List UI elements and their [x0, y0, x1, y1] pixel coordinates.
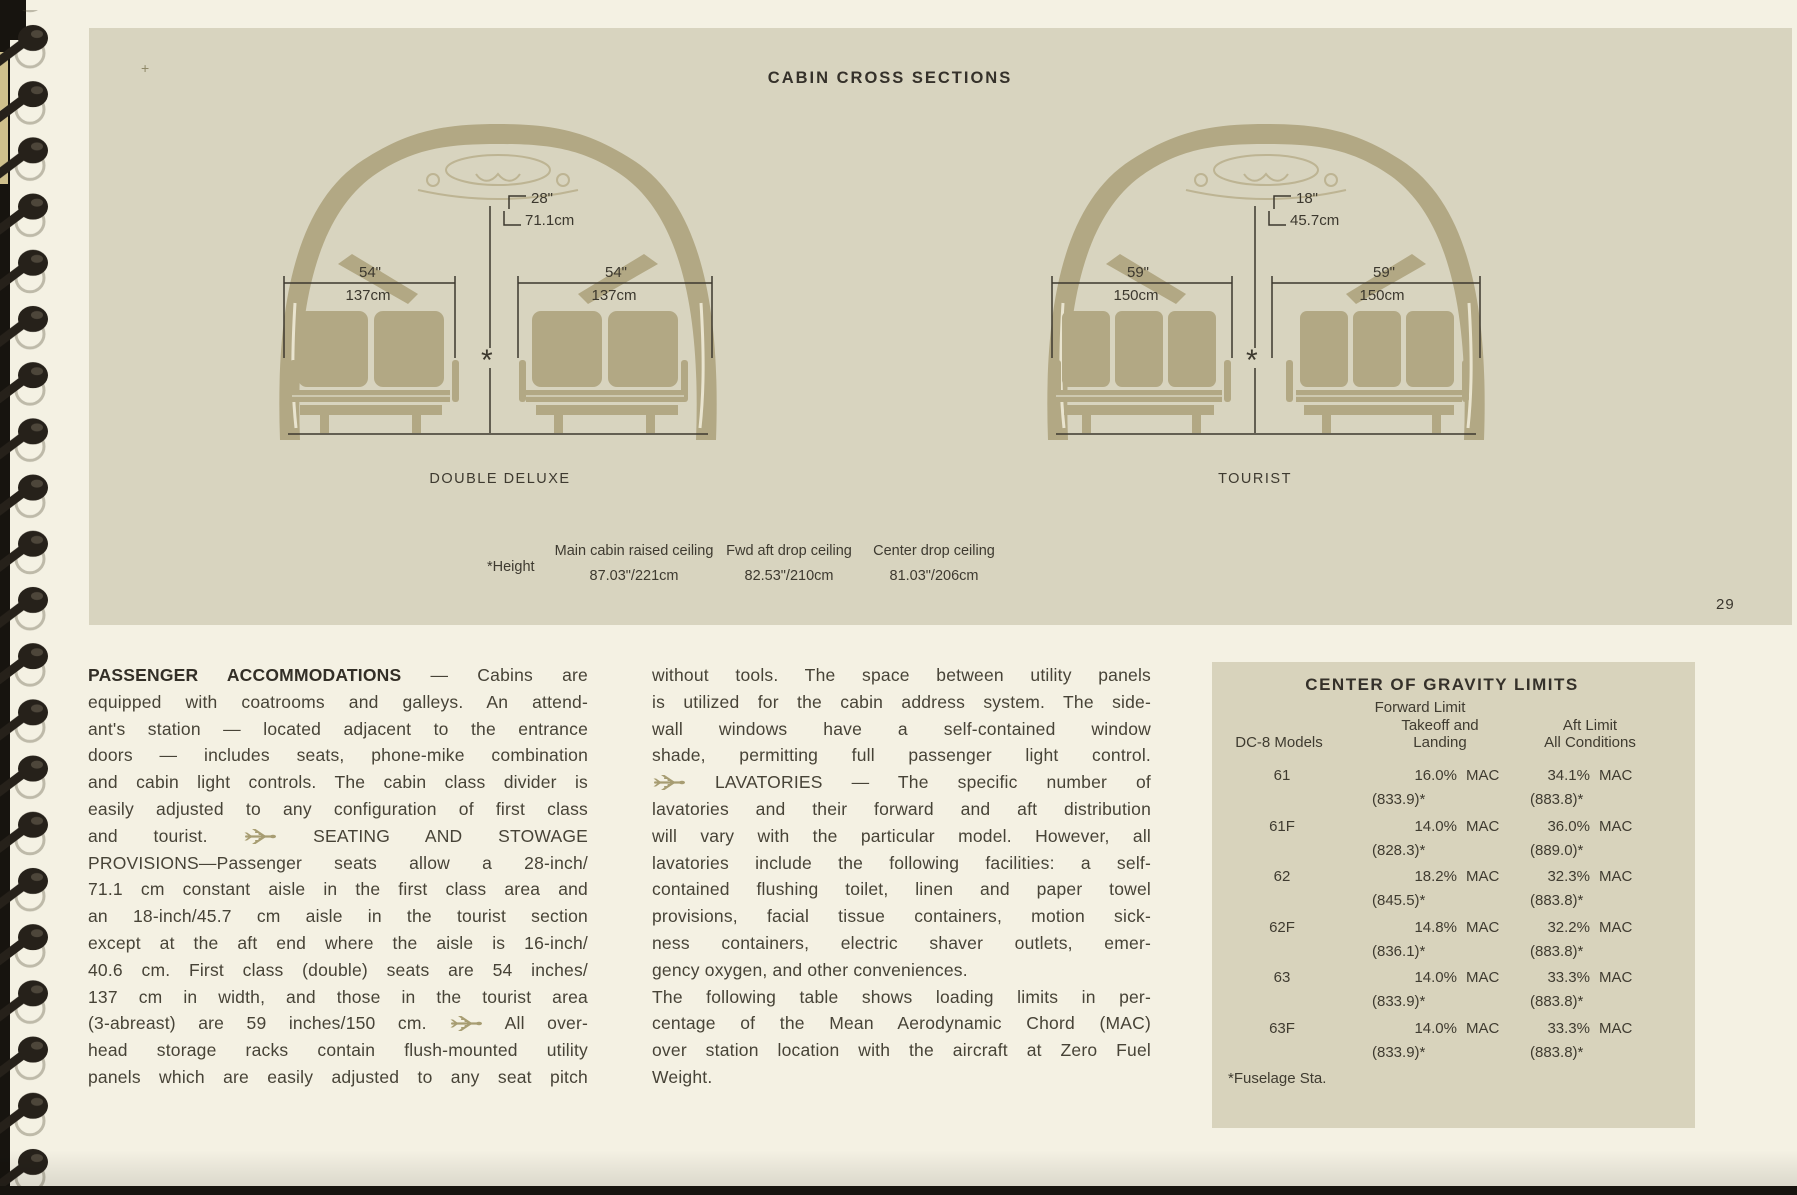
- seat-width-right-cm: 150cm: [1359, 287, 1405, 304]
- text-run: easily adjusted to any configuration of first class: [88, 798, 588, 819]
- ceiling-label: Fwd aft drop ceiling: [726, 543, 852, 559]
- spiral-binding: [0, 10, 64, 1190]
- text-line: [652, 876, 1151, 903]
- cog-header-landing: Landing: [1413, 734, 1467, 751]
- cog-model-cell: 63F: [1269, 1019, 1295, 1037]
- airplane-dingbat-icon: [243, 828, 277, 845]
- text-line: [88, 957, 588, 984]
- text-line: [88, 823, 588, 850]
- ceiling-label: Center drop ceiling: [873, 543, 995, 559]
- cog-footnote: *Fuselage Sta.: [1228, 1070, 1327, 1087]
- text-line: [652, 662, 1151, 689]
- cog-model-cell: 62: [1273, 868, 1291, 885]
- cog-header-forward-limit: Forward Limit: [1374, 699, 1466, 716]
- cog-forward-limit-cell: 18.2% MAC (845.5)*: [1372, 868, 1500, 909]
- text-run: without tools. The space between utility panels: [652, 665, 1151, 685]
- height-footnote: *Height: [487, 559, 535, 575]
- text-run: wall windows have a self-contained window: [652, 718, 1151, 739]
- text-run: All over-: [504, 1013, 588, 1034]
- aisle-width-in: 18": [1296, 190, 1319, 207]
- text-run: lavatories and their forward and aft distribution: [652, 798, 1151, 819]
- book-bottom-edge: [0, 1186, 1797, 1195]
- text-run: except at the aft end where the aisle is 16-inch/: [88, 932, 588, 953]
- ceiling-caption-main: [545, 543, 723, 584]
- cog-rows: [1212, 662, 1695, 1128]
- text-line: [88, 876, 588, 903]
- text-line: [88, 769, 588, 796]
- text-line: [88, 850, 588, 877]
- paragraph-lead: PASSENGER ACCOMMODATIONS: [88, 665, 402, 685]
- text-line: [652, 823, 1151, 850]
- seat-width-left-in: 59": [1126, 264, 1150, 281]
- text-line: [652, 984, 1151, 1011]
- text-run: shade, permitting full passenger light control.: [652, 745, 1151, 766]
- seat-width-right-cm: 137cm: [591, 287, 637, 304]
- text-line: [652, 957, 1151, 984]
- cog-header-models: DC-8 Models: [1235, 734, 1323, 751]
- text-line: [88, 796, 588, 823]
- aisle-width-cm: 71.1cm: [525, 212, 575, 229]
- cog-table-row: [1222, 1020, 1632, 1061]
- text-run: (3-abreast) are 59 inches/150 cm.: [88, 1013, 427, 1034]
- cog-table-row: [1222, 767, 1632, 808]
- text-line: [88, 1010, 588, 1037]
- cog-forward-limit-cell: 14.0% MAC (828.3)*: [1372, 817, 1500, 859]
- text-run: and cabin light controls. The cabin class divider is: [88, 772, 588, 793]
- cog-table-row: [1222, 818, 1632, 859]
- cog-forward-limit-cell: 14.8% MAC (836.1)*: [1372, 918, 1500, 960]
- text-line: [88, 984, 588, 1011]
- cog-header-all-conditions: All Conditions: [1544, 734, 1636, 751]
- text-run: panels which are easily adjusted to any seat pitch: [88, 1066, 588, 1087]
- text-run: gency oxygen, and other conveniences.: [652, 959, 968, 980]
- text-line: [652, 1064, 1151, 1091]
- page-bottom-shade: [0, 1150, 1797, 1186]
- ceiling-caption-center: [845, 543, 1023, 584]
- ceiling-value: 81.03"/206cm: [889, 568, 979, 584]
- text-run: — Cabins are: [430, 665, 588, 685]
- text-line: [652, 689, 1151, 716]
- text-run: PROVISIONS—Passenger seats allow a 28-inch/: [88, 852, 588, 873]
- text-run: an 18-inch/45.7 cm aisle in the tourist section: [88, 906, 588, 927]
- ceiling-detail: [1186, 155, 1346, 199]
- aisle-bracket: [1269, 196, 1291, 225]
- cog-header-aft-limit: Aft Limit: [1562, 717, 1618, 734]
- ceiling-detail: [418, 155, 578, 199]
- cog-table-title: CENTER OF GRAVITY LIMITS: [1305, 675, 1579, 694]
- text-line: [652, 930, 1151, 957]
- text-run: 40.6 cm. First class (double) seats are 54 inches/: [88, 959, 588, 980]
- aisle-width-cm: 45.7cm: [1290, 212, 1340, 229]
- ceiling-value: 87.03"/221cm: [589, 568, 679, 584]
- text-run: contained flushing toilet, linen and paper towel: [652, 879, 1151, 900]
- text-line: [652, 716, 1151, 743]
- text-line: [88, 716, 588, 743]
- text-line: [88, 903, 588, 930]
- cog-model-cell: 62F: [1269, 918, 1295, 936]
- ceiling-label: Main cabin raised ceiling: [554, 543, 714, 559]
- text-run: and tourist.: [88, 825, 208, 846]
- text-line: [88, 1037, 588, 1064]
- cog-aft-limit-cell: 36.0% MAC (889.0)*: [1530, 817, 1633, 859]
- text-run: 137 cm in width, and those in the tourist area: [88, 986, 588, 1007]
- cog-aft-limit-cell: 33.3% MAC (883.8)*: [1530, 969, 1633, 1010]
- text-line: [652, 769, 1151, 796]
- text-line: [88, 742, 588, 769]
- text-run: equipped with coatrooms and galleys. An attend-: [88, 691, 588, 712]
- seats-double-right: [519, 311, 688, 433]
- text-run: doors — includes seats, phone-mike combination: [88, 745, 588, 766]
- cog-forward-limit-cell: 14.0% MAC (833.9)*: [1372, 969, 1500, 1010]
- text-run: head storage racks contain flush-mounted utility: [88, 1040, 588, 1061]
- page-number: 29: [1716, 596, 1735, 613]
- cog-aft-limit-cell: 33.3% MAC (883.8)*: [1530, 1019, 1633, 1061]
- aisle-width-in: 28": [531, 190, 554, 207]
- cog-table-row: [1222, 919, 1632, 960]
- cog-model-cell: 61: [1273, 767, 1291, 784]
- text-line: [652, 850, 1151, 877]
- cog-forward-limit-cell: 14.0% MAC (833.9)*: [1372, 1019, 1500, 1061]
- cross-section-tourist: [1036, 118, 1496, 448]
- text-line: [652, 1010, 1151, 1037]
- height-asterisk: *: [481, 344, 493, 377]
- text-line: [652, 742, 1151, 769]
- text-run: over station location with the aircraft at Zero Fuel: [652, 1040, 1151, 1061]
- label-double-deluxe: DOUBLE DELUXE: [429, 471, 571, 487]
- text-run: 71.1 cm constant aisle in the first class area and: [88, 879, 588, 900]
- figure-title: CABIN CROSS SECTIONS: [767, 69, 1013, 87]
- cog-model-cell: 63: [1273, 969, 1291, 986]
- ceiling-value: 82.53"/210cm: [744, 568, 834, 584]
- seat-width-left-cm: 150cm: [1113, 287, 1159, 304]
- cog-aft-limit-cell: 34.1% MAC (883.8)*: [1530, 767, 1633, 808]
- seats-double-left: [290, 311, 459, 433]
- cog-aft-limit-cell: 32.2% MAC (883.8)*: [1530, 918, 1633, 960]
- article-column-left: [88, 662, 588, 1091]
- text-line: [652, 1037, 1151, 1064]
- text-line: [88, 689, 588, 716]
- cog-table-row: [1222, 868, 1632, 909]
- seats-triple-left: [1054, 311, 1231, 433]
- text-run: ness containers, electric shaver outlets, emer-: [652, 932, 1151, 953]
- seat-width-right-in: 59": [1372, 264, 1396, 281]
- text-line: [88, 930, 588, 957]
- text-run: SEATING AND STOWAGE: [313, 825, 588, 846]
- cog-table-row: [1222, 969, 1632, 1010]
- text-run: The following table shows loading limits in per-: [652, 986, 1151, 1007]
- seat-width-left-cm: 137cm: [345, 287, 391, 304]
- cog-header-takeoff: Takeoff and: [1401, 717, 1479, 734]
- text-run: provisions, facial tissue containers, motion sick-: [652, 906, 1151, 927]
- text-line: [652, 903, 1151, 930]
- text-run: is utilized for the cabin address system. The side-: [652, 691, 1151, 712]
- airplane-dingbat-icon: [652, 774, 686, 791]
- registration-mark: +: [141, 60, 150, 76]
- label-tourist: TOURIST: [1218, 471, 1292, 487]
- seats-triple-right: [1286, 311, 1469, 433]
- text-line: [88, 1064, 588, 1091]
- text-line: [652, 796, 1151, 823]
- article-column-middle: [652, 662, 1151, 1091]
- text-run: will vary with the particular model. However, all: [652, 825, 1151, 846]
- seat-width-left-in: 54": [358, 264, 382, 281]
- cog-aft-limit-cell: 32.3% MAC (883.8)*: [1530, 868, 1633, 909]
- text-run: LAVATORIES — The specific number of: [714, 772, 1151, 793]
- airplane-dingbat-icon: [449, 1015, 483, 1032]
- text-run: Weight.: [652, 1066, 713, 1087]
- text-line: [88, 662, 588, 689]
- cog-forward-limit-cell: 16.0% MAC (833.9)*: [1372, 767, 1500, 808]
- cross-section-double-deluxe: [268, 118, 728, 448]
- text-run: centage of the Mean Aerodynamic Chord (MAC): [652, 1013, 1151, 1034]
- text-run: lavatories include the following facilities: a self-: [652, 852, 1151, 873]
- height-asterisk: *: [1246, 344, 1258, 377]
- text-run: ant's station — located adjacent to the entrance: [88, 718, 588, 739]
- seat-width-right-in: 54": [604, 264, 628, 281]
- aisle-bracket: [504, 196, 526, 225]
- cog-model-cell: 61F: [1269, 817, 1295, 835]
